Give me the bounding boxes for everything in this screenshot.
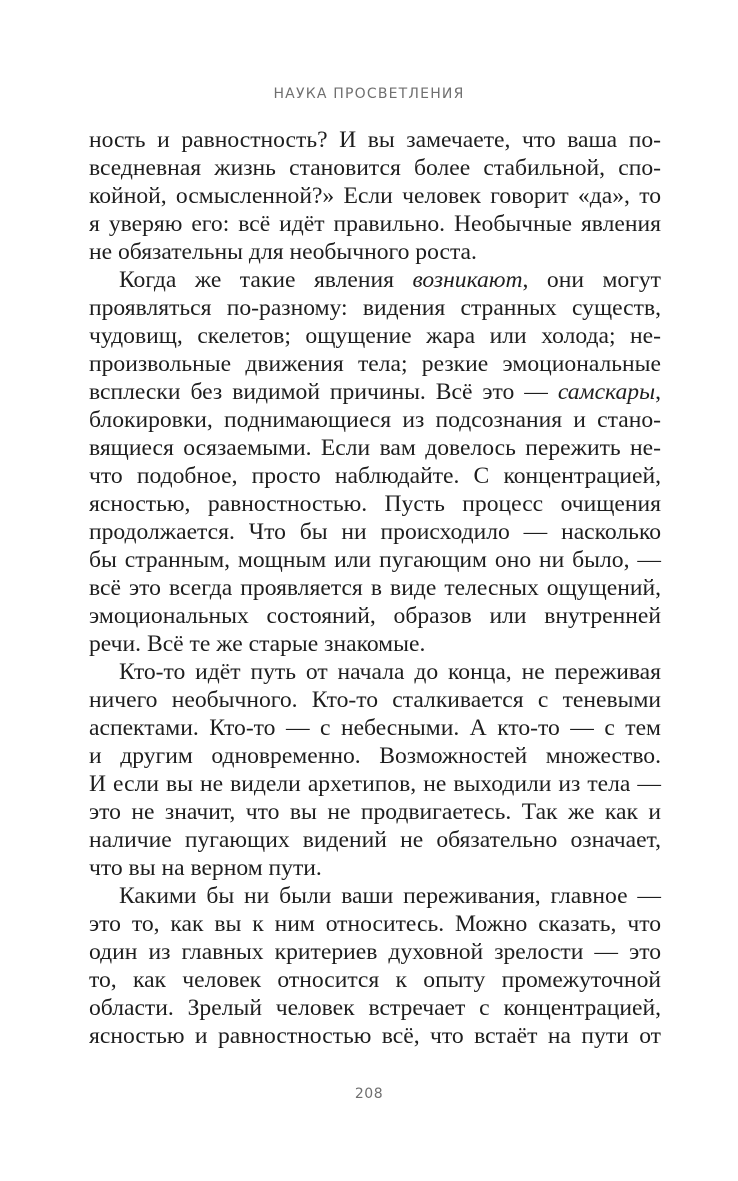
text-line: речи. Всё те же старые знакомые. <box>89 631 426 657</box>
text-line-with-italic: всплески без видимой причины. Всё это — самскары, <box>89 379 661 405</box>
paragraph-4 <box>89 882 661 1050</box>
text-line: это не значит, что вы не продвигаетесь. Так же как и <box>89 799 661 825</box>
text-line: Какими бы ни были ваши переживания, главное — <box>119 883 661 909</box>
text-line: это то, как вы к ним относитесь. Можно сказать, что <box>89 911 661 937</box>
paragraph-2 <box>89 266 661 658</box>
text-line: ность и равностность? И вы замечаете, что ваша по- <box>89 127 661 153</box>
italic-word: самскары <box>557 379 656 405</box>
text-line: наличие пугающих видений не обязательно означает, <box>89 827 661 853</box>
italic-word: возникают <box>412 267 523 293</box>
text-line: то, как человек относится к опыту промежуточной <box>89 967 661 993</box>
text-line: произвольные движения тела; резкие эмоциональные <box>89 351 661 377</box>
running-head: НАУКА ПРОСВЕТЛЕНИЯ <box>273 86 465 102</box>
page-number: 208 <box>354 1086 384 1102</box>
paragraph-1 <box>89 126 661 266</box>
text-line: койной, осмысленной?» Если человек говорит «да», то <box>89 183 661 209</box>
text-line: что подобное, просто наблюдайте. С концентрацией, <box>89 463 661 489</box>
text-line: всё это всегда проявляется в виде телесных ощущений, <box>89 575 661 601</box>
text-line: один из главных критериев духовной зрелости — это <box>89 939 661 965</box>
body-text <box>89 126 661 1050</box>
paragraph-3 <box>89 658 661 882</box>
text-line-with-italic: Когда же такие явления возникают, они могут <box>119 267 661 293</box>
text-line: ясностью, равностностью. Пусть процесс очищения <box>89 491 661 517</box>
text-line: продолжается. Что бы ни происходило — насколько <box>89 519 661 545</box>
text-line: Кто-то идёт путь от начала до конца, не переживая <box>119 659 661 685</box>
text-line: эмоциональных состояний, образов или внутренней <box>89 603 661 629</box>
text-line: бы странным, мощным или пугающим оно ни было, — <box>89 547 661 573</box>
text-line: вящиеся осязаемыми. Если вам довелось пережить не- <box>89 435 661 461</box>
text-line: и другим одновременно. Возможностей множество. <box>89 743 661 769</box>
text-line: вседневная жизнь становится более стабильной, спо- <box>89 155 661 181</box>
text-line: чудовищ, скелетов; ощущение жара или холода; не- <box>89 323 661 349</box>
text-line: области. Зрелый человек встречает с концентрацией, <box>89 995 661 1021</box>
text-line: что вы на верном пути. <box>89 855 322 881</box>
text-line: проявляться по-разному: видения странных существ, <box>89 295 661 321</box>
text-line: аспектами. Кто-то — с небесными. А кто-то — с тем <box>89 715 661 741</box>
text-line: ясностью и равностностью всё, что встаёт на пути от <box>89 1023 661 1049</box>
text-line: не обязательны для необычного роста. <box>89 239 477 265</box>
text-line: ничего необычного. Кто-то сталкивается с теневыми <box>89 687 661 713</box>
text-line: я уверяю его: всё идёт правильно. Необычные явления <box>89 211 661 237</box>
text-line: И если вы не видели архетипов, не выходили из тела — <box>89 771 661 797</box>
text-line: блокировки, поднимающиеся из подсознания и стано- <box>89 407 661 433</box>
